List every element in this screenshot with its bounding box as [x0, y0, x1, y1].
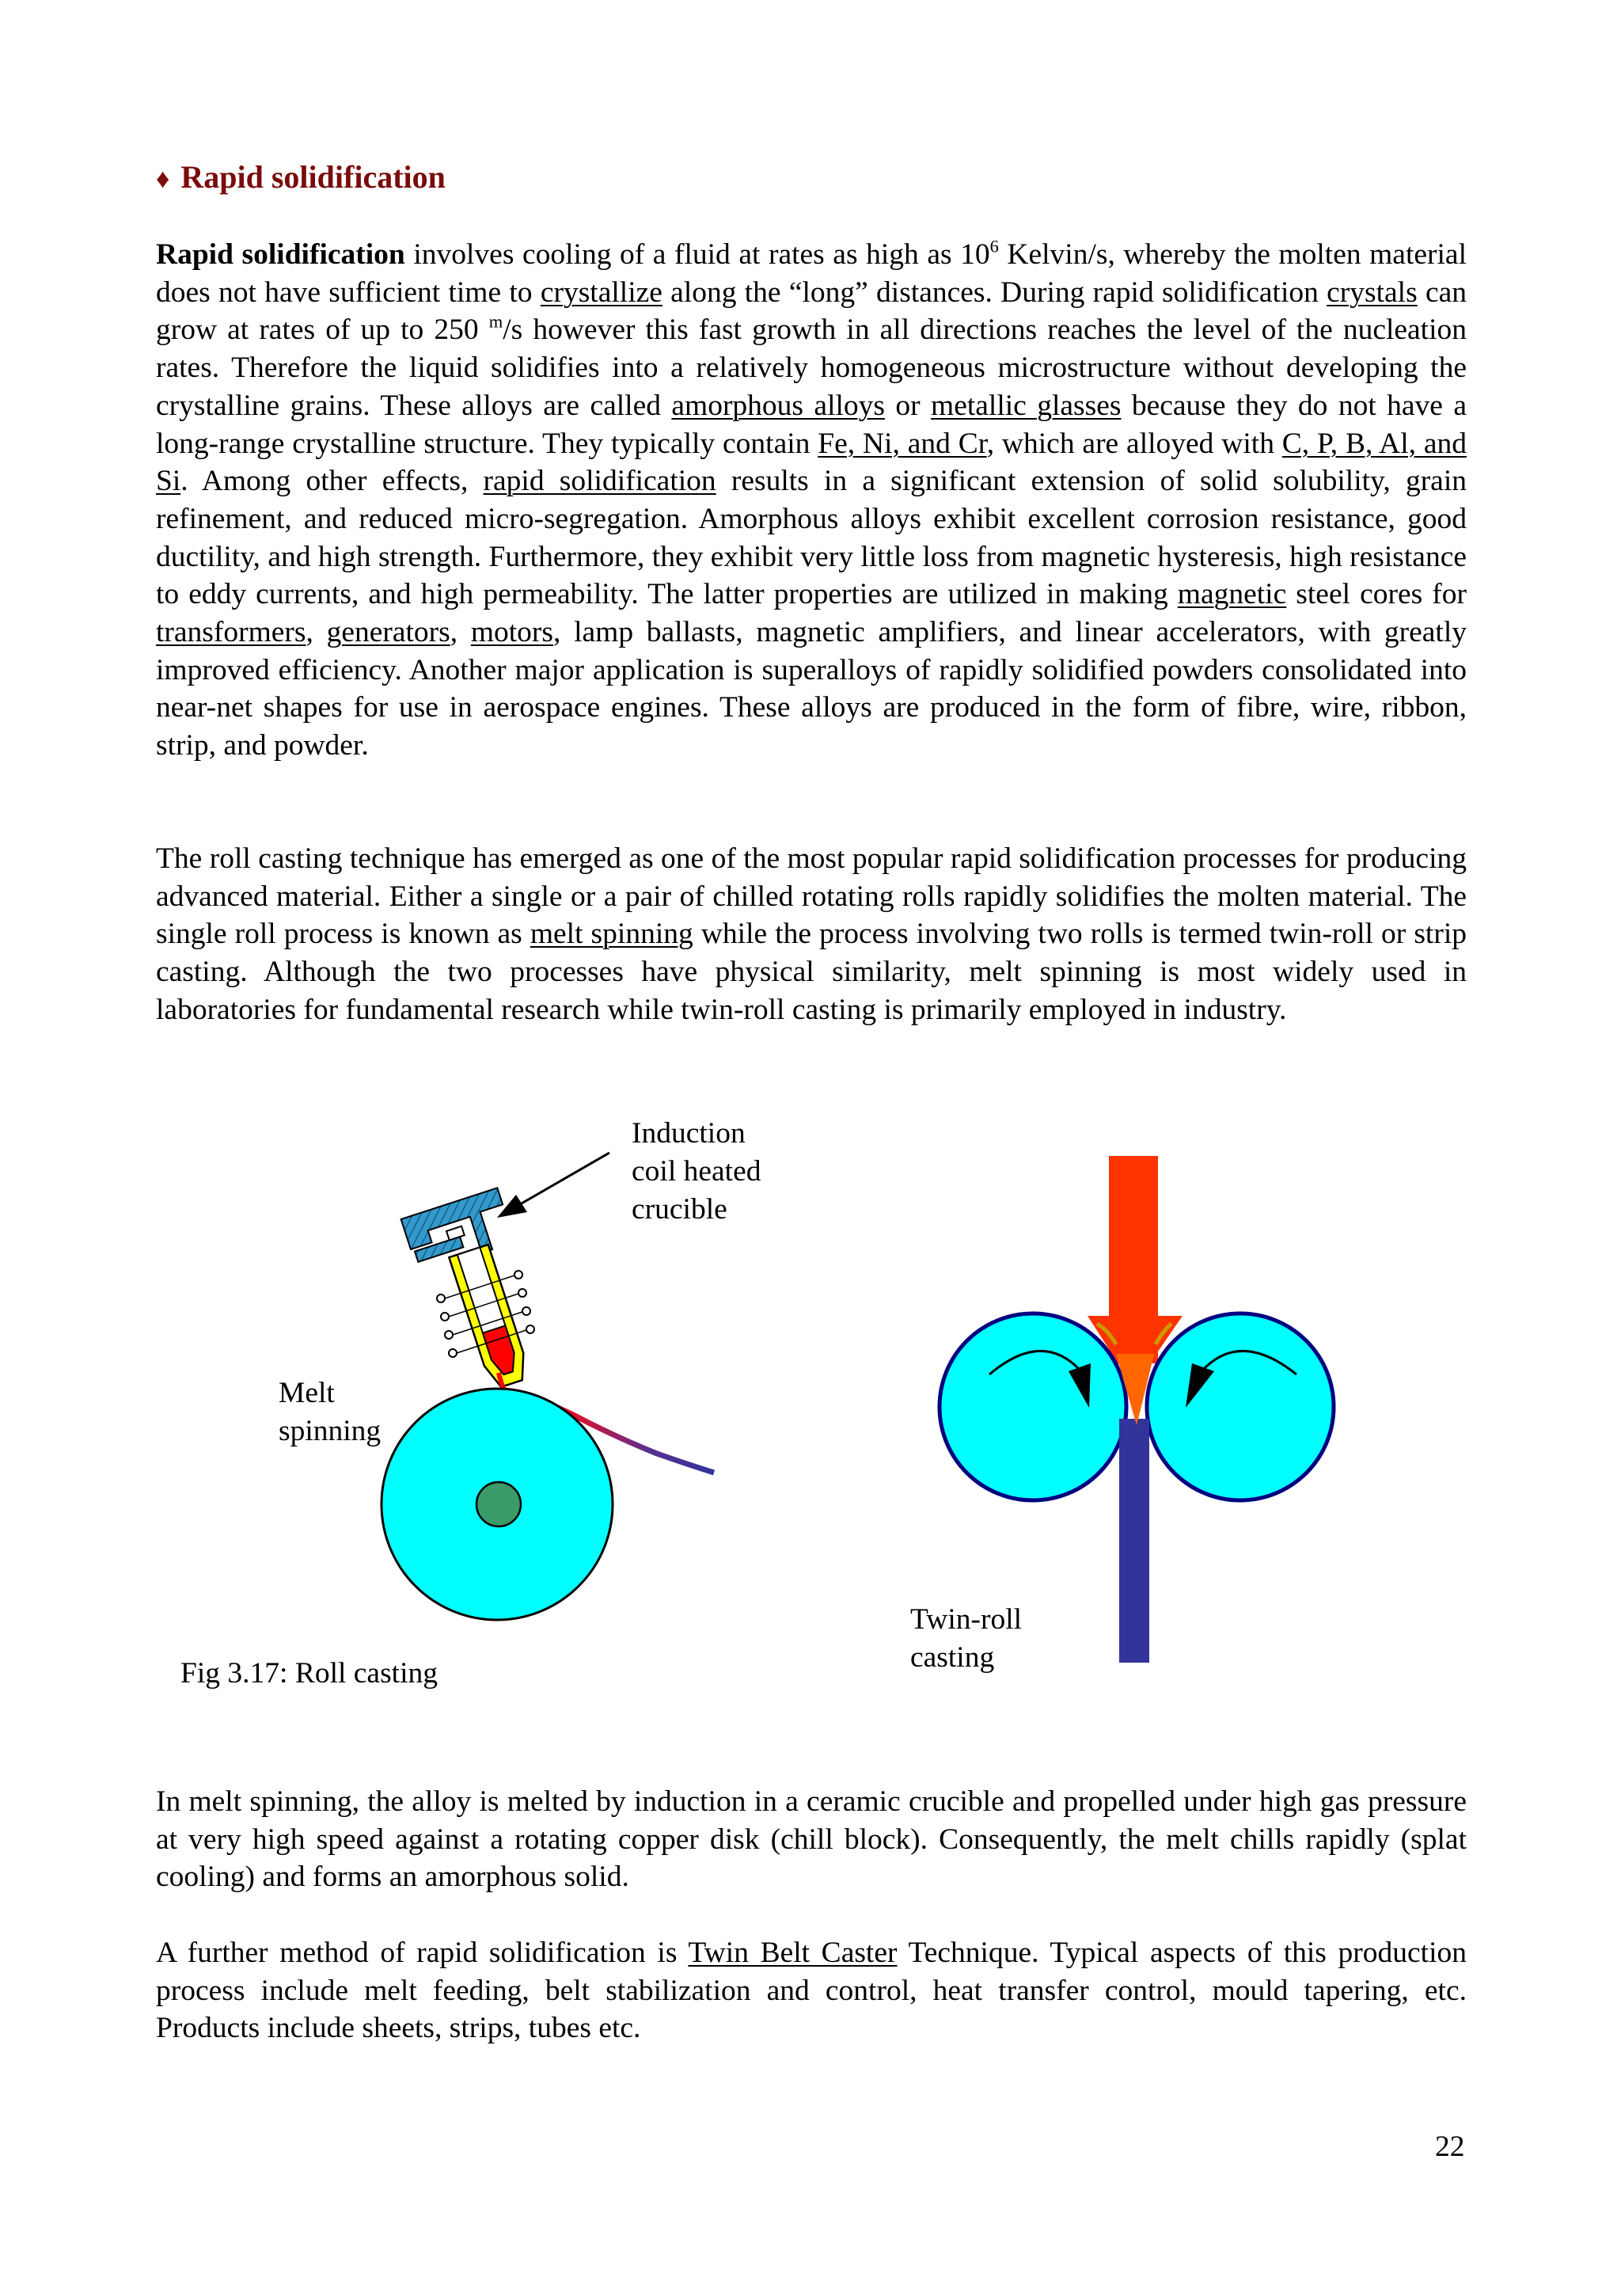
link-rapid-solidification[interactable]: rapid solidification: [483, 465, 716, 498]
text-run: involves cooling of a fluid at rates as high as 10: [404, 238, 990, 271]
link-c-p-b-al-si[interactable]: C, P, B, Al, and Si: [156, 427, 1467, 498]
text-run: Technique. Typical aspects of this production process include melt feeding, belt stabilization and control, heat transfer control, mould tapering, etc. Products include sheets, strips, tubes etc.: [156, 1937, 1467, 2045]
text-run: /s however this fast growth in all directions reaches the level of the nucleation rates. Therefore the liquid solidifies into a relatively homogeneous microstructure without developing the crystalline grains. These alloys are called: [156, 314, 1467, 422]
bold-term: Rapid solidification: [156, 238, 405, 271]
text-run: can grow at rates of up to 250: [156, 276, 1467, 347]
right-roll: [1147, 1313, 1334, 1500]
label-line: Melt: [279, 1377, 335, 1409]
paragraph-twin-belt: [156, 1934, 1467, 2047]
induction-pointer-arrow: [497, 1153, 609, 1218]
paragraph-melt-spinning: In melt spinning, the alloy is melted by induction in a ceramic crucible and propelled under high gas pressure at very high speed against a rotating copper disk (chill block). Consequently, the melt chills rapidly (splat cooling) and forms an amorphous solid.: [156, 1785, 1467, 1894]
link-amorphous-alloys[interactable]: amorphous alloys: [671, 389, 885, 422]
section-title: Rapid solidification: [180, 159, 446, 195]
link-generators[interactable]: generators: [326, 616, 450, 649]
label-line: coil heated: [632, 1155, 761, 1188]
text-run: results in a significant extension of solid solubility, grain refinement, and reduced micro-segregation. Amorphous alloys exhibit excellent corrosion resistance, good ductility, and high strength. Furthermore, they exhibit very little loss from magnetic hysteresis, high resistance to eddy currents, and high permeability. The latter properties are utilized in making: [156, 465, 1467, 611]
text-run: ,: [306, 616, 327, 649]
section-heading: [156, 158, 446, 196]
induction-coil-label: [632, 1115, 761, 1229]
text-run: while the process involving two rolls is termed twin-roll or strip casting. Although the two processes have physical similarity, melt spinning is most widely used in laboratories for fundamental research while twin-roll casting is primarily employed in industry.: [156, 918, 1467, 1026]
link-crystallize[interactable]: crystallize: [540, 276, 662, 309]
melt-spinning-label: [279, 1374, 381, 1450]
text-run: , lamp ballasts, magnetic amplifiers, and linear accelerators, with greatly improved efficiency. Another major application is superalloys of rapidly solidified powders consolidated into near-net shapes for use in aerospace engines. These alloys are produced in the form of fibre, wire, ribbon, strip, and powder.: [156, 616, 1467, 762]
text-run: . Among other effects,: [180, 465, 484, 498]
paragraph-rapid-solidification: [156, 236, 1467, 765]
text-run: or: [885, 389, 932, 422]
link-melt-spinning[interactable]: melt spinning: [530, 918, 693, 951]
cast-strip: [1119, 1419, 1149, 1663]
page-number: 22: [1435, 2131, 1465, 2163]
link-magnetic[interactable]: magnetic: [1177, 578, 1287, 611]
figure-caption: Fig 3.17: Roll casting: [180, 1657, 438, 1690]
label-line: spinning: [279, 1415, 382, 1447]
text-run: A further method of rapid solidification is: [156, 1937, 689, 1969]
label-line: Twin-roll: [910, 1603, 1023, 1636]
crucible: [449, 1245, 531, 1389]
label-line: casting: [910, 1641, 995, 1674]
link-crystals[interactable]: crystals: [1327, 276, 1418, 309]
text-run: Kelvin/s, whereby the molten material does not have sufficient time to: [156, 238, 1467, 309]
link-metallic-glasses[interactable]: metallic glasses: [931, 389, 1122, 422]
text-run: , which are alloyed with: [986, 427, 1282, 460]
text-run: along the “long” distances. During rapid solidification: [662, 276, 1327, 309]
left-roll: [940, 1313, 1126, 1500]
link-motors[interactable]: motors: [470, 616, 554, 649]
wheel-hub: [476, 1482, 521, 1526]
figure-roll-casting: [0, 1093, 1621, 1726]
paragraph-roll-casting: [156, 840, 1467, 1029]
roll-casting-diagram: [0, 1093, 1621, 1726]
text-run: ,: [450, 616, 471, 649]
label-line: crucible: [632, 1193, 727, 1226]
link-twin-belt-caster[interactable]: Twin Belt Caster: [688, 1937, 898, 1969]
label-line: Induction: [632, 1117, 746, 1150]
text-run: steel cores for: [1286, 578, 1467, 611]
link-transformers[interactable]: transformers: [156, 616, 306, 649]
text-run: The roll casting technique has emerged as one of the most popular rapid solidification processes for producing advanced material. Either a single or a pair of chilled rotating rolls rapidly solidifies the molten material. The single roll process is known as: [156, 842, 1467, 951]
diamond-bullet-icon: ♦: [156, 165, 170, 194]
superscript-unit: m: [488, 311, 503, 332]
text-run: because they do not have a long-range crystalline structure. They typically contain: [156, 389, 1467, 460]
twin-roll-label: [910, 1601, 1022, 1677]
link-fe-ni-cr[interactable]: Fe, Ni, and Cr: [818, 427, 987, 460]
superscript-exponent: 6: [989, 236, 999, 257]
